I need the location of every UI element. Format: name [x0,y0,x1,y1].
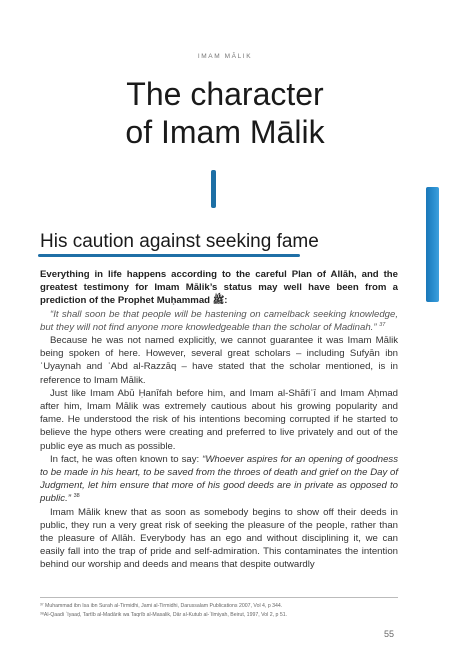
page-number: 55 [384,629,395,639]
lead-paragraph: Everything in life happens according to the careful Plan of Allāh, and the greatest testimony for Imam Mālik’s status may well have been from a prediction of the Prophet Muḥammad ﷺ: [40,269,398,307]
footnote-ref-37[interactable]: 37 [379,321,386,328]
brush-mark-edge [426,187,439,302]
paragraph-3-quote: “Whoever aspires for an opening of goodness to be made in his heart, to be saved from the throes of death and grief on the Day of Judgment, let him ensure that more of his good deeds are in private as opposed to public.” [40,453,399,505]
footnotes [40,597,398,620]
running-head: IMAM MĀLIK [197,53,253,60]
chapter-title [0,75,450,151]
hadith-quote [40,308,398,334]
paragraph-2: Just like Imam Abū Ḥanīfah before him, and Imam al-Shāfiʿī and Imam Aḥmad after him, Imam Mālik was extremely cautious about his growing popularity and fame. He understood the risk of his intentions becoming corrupted if he started to believe the hype others were creating and preferred to live privately and out of the public eye as much as possible. [40,387,398,452]
section-heading: His caution against seeking fame [40,231,319,252]
paragraph-3-lead: In fact, he was often known to say: [50,453,203,465]
hadith-quote-text: “It shall soon be that people will be hastening on camelback seeking knowledge, but they will not find anyone more knowledgeable than the scholar of Madinah.” [40,308,398,333]
paragraph-1: Because he was not named explicitly, we cannot guarantee it was Imam Mālik being spoken of here. However, several great scholars – including Sufyān ibn ʿUyaynah and ʿAbd al-Razzāq – have stated that the scholar mentioned, is in reference to Imam Mālik. [40,335,398,386]
paragraph-4: Imam Mālik knew that as soon as somebody begins to show off their deeds in public, they run a very great risk of seeking the pleasure of the people, rather than the pleasure of Allāh. Everybody has an ego and without disciplining it, we can easily fall into the trap of pride and self-admiration. This contaminates the intention behind our worship and deeds and means that despite outwardly [40,506,398,571]
body-text [40,268,398,572]
chapter-title-line-2: of Imam Mālik [125,114,325,150]
paragraph-3 [40,453,398,506]
heading-underline [38,254,300,257]
footnote-37: ³⁷ Muhammad ibn Isa ibn Surah al-Tirmidhi, Jami al-Tirmidhi, Darussalam Publications 2007, Vol 4, p 344. [40,603,283,609]
brush-mark-center [211,170,216,208]
footnote-ref-38[interactable]: 38 [73,493,80,500]
footnote-38: ³⁸Al-Qaadi ʿIyaaḍ, Tartīb al-Madārik wa Taqrīb al-Masalik, Dār al-Kutub al-ʿIlmiyah, Beirut, 1997, Vol 2, p 51. [40,612,288,618]
chapter-title-line-1: The character [126,76,324,112]
